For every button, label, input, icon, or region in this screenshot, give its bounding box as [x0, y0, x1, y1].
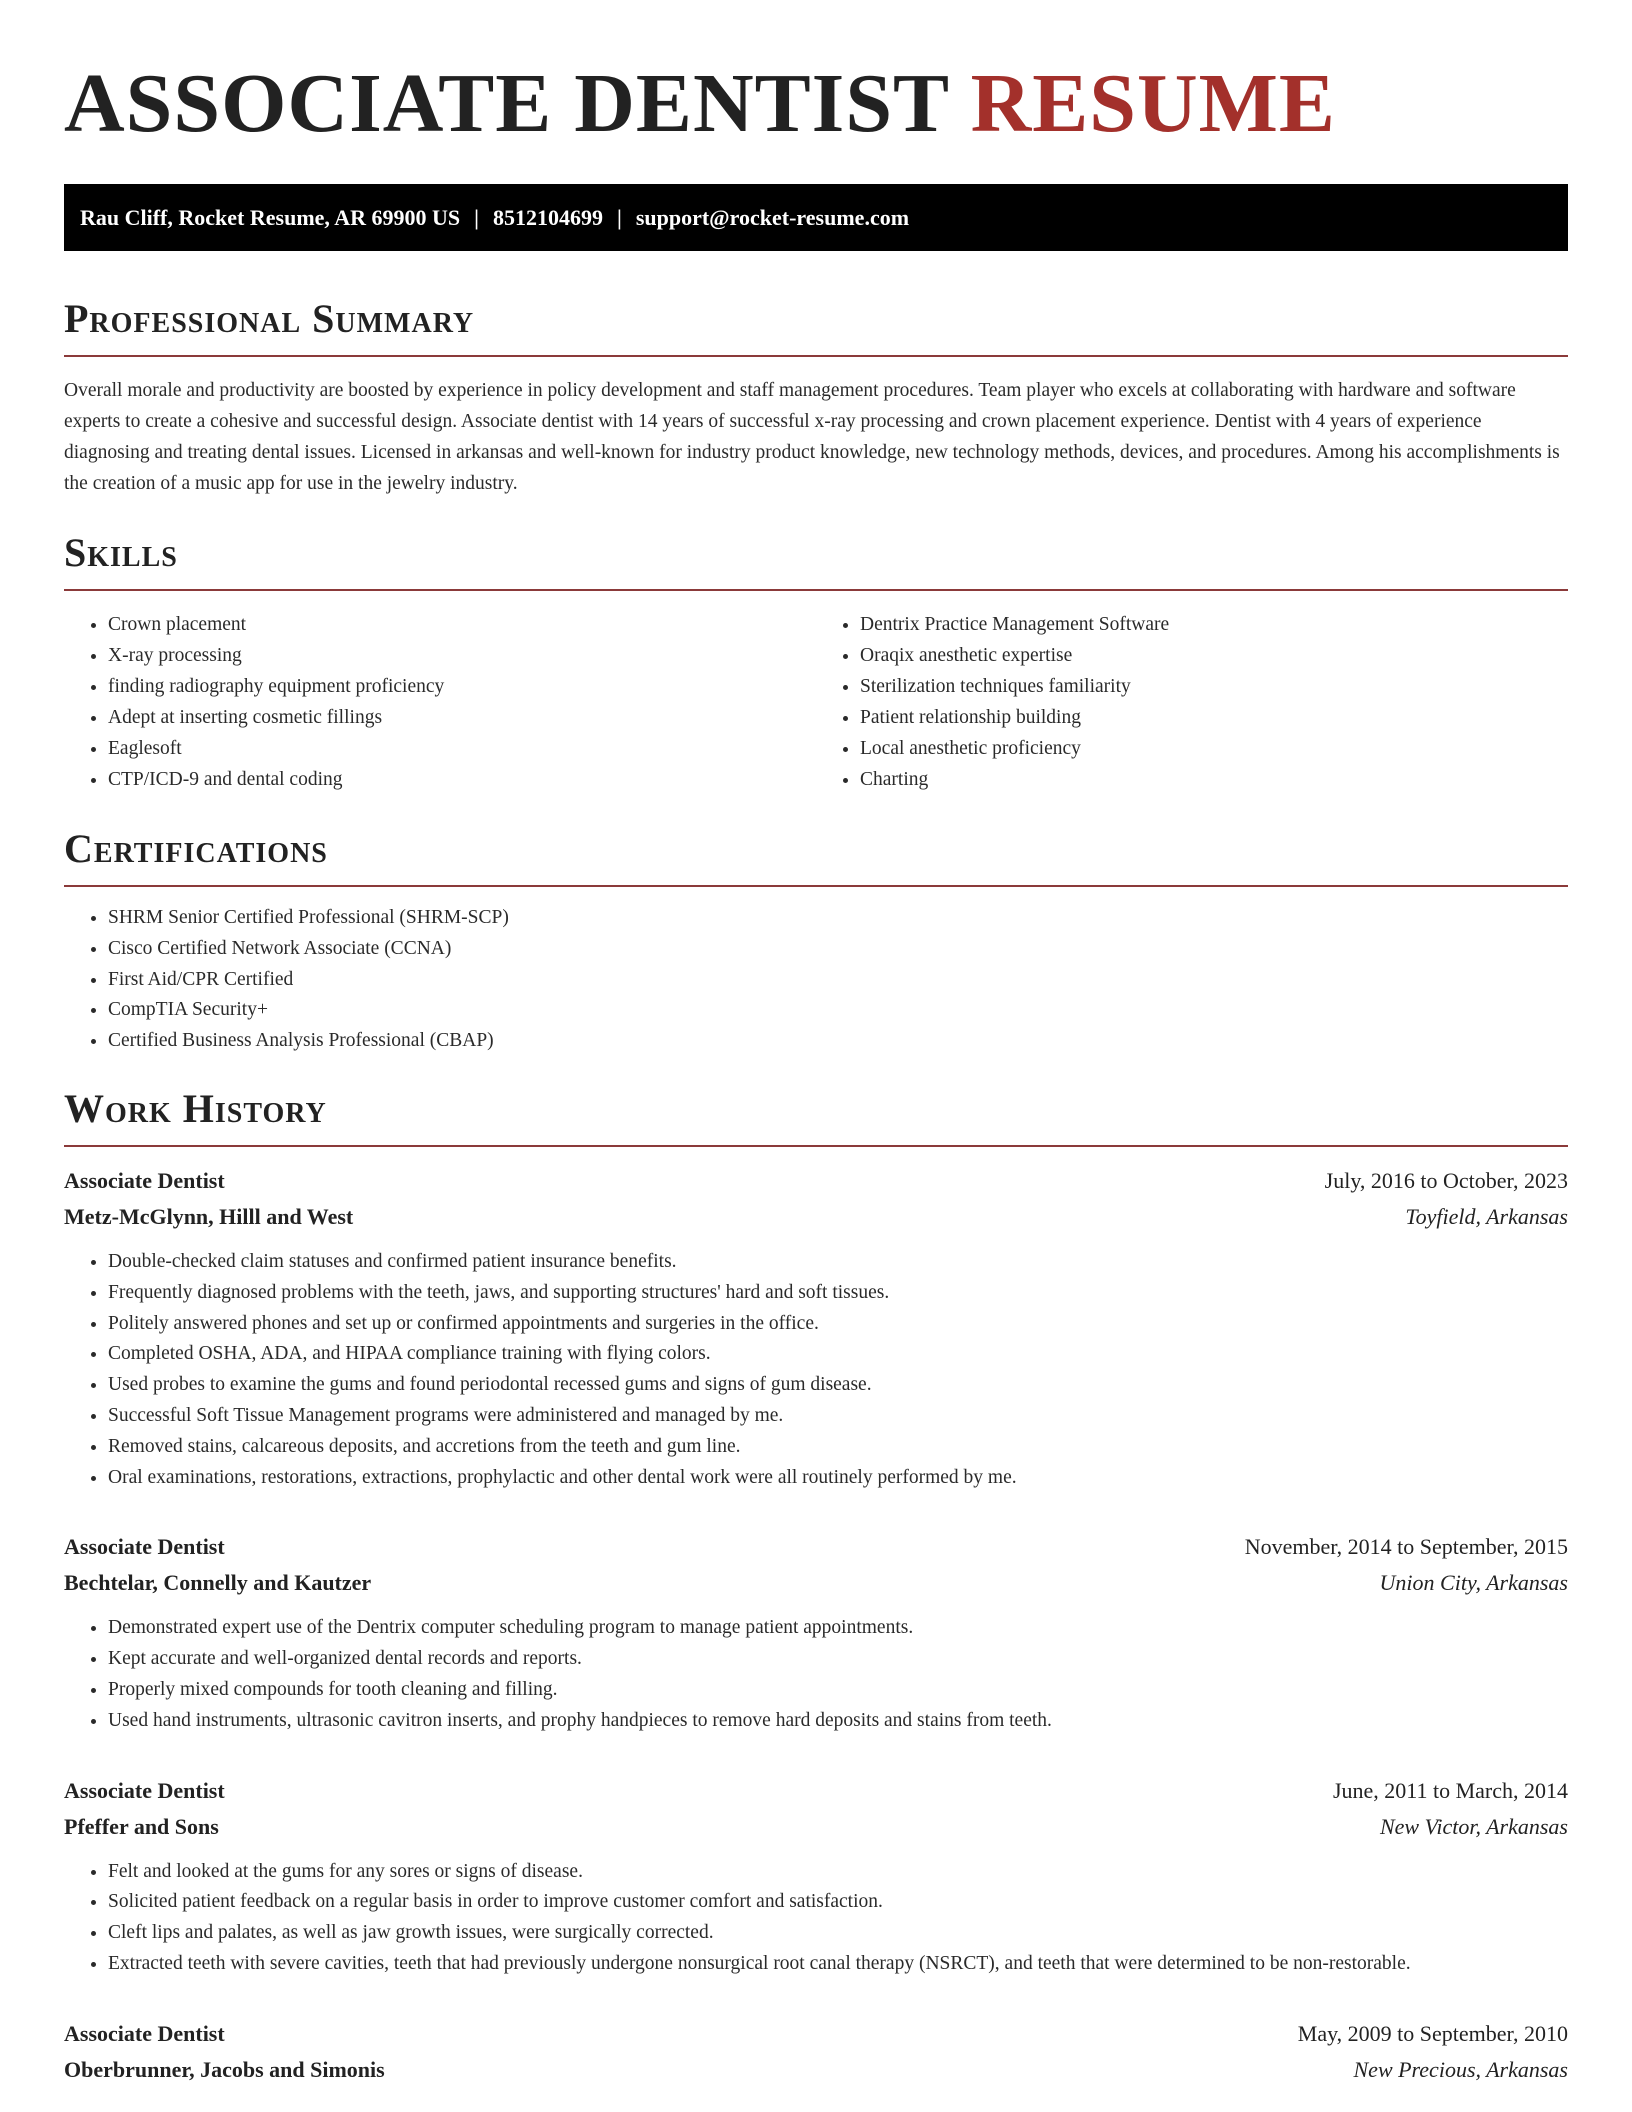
job-duty: • Frequently diagnosed problems with the teeth, jaws, and supporting structures' hard and soft tissues. [108, 1278, 1568, 1309]
job-title: Associate Dentist [64, 1777, 225, 1803]
title-accent: RESUME [970, 57, 1336, 150]
job-duty: • Felt and looked at the gums for any sores or signs of disease. [108, 1857, 1568, 1888]
skill-item: • Charting [860, 764, 1568, 795]
job-dates: July, 2016 to October, 2023 [1324, 1167, 1568, 1193]
certification-item: • First Aid/CPR Certified [108, 965, 1568, 996]
job-duty: • Completed OSHA, ADA, and HIPAA compliance training with flying colors. [108, 1339, 1568, 1370]
job-entry [64, 1773, 1568, 1980]
job-location: Toyfield, Arkansas [1405, 1203, 1568, 1229]
job-company-row [64, 1565, 1568, 1601]
contact-address: Rau Cliff, Rocket Resume, AR 69900 US [80, 205, 461, 230]
job-duty: • Properly mixed compounds for tooth cleaning and filling. [108, 1675, 1568, 1706]
job-duties-list [64, 1247, 1568, 1493]
job-duties-list [64, 1613, 1568, 1736]
contact-bar [64, 184, 1568, 251]
job-entry [64, 1163, 1568, 1493]
work-history-section [64, 1085, 1568, 2088]
summary-section [64, 295, 1568, 499]
job-dates: May, 2009 to September, 2010 [1297, 2020, 1568, 2046]
job-duty: • Kept accurate and well-organized dental records and reports. [108, 1644, 1568, 1675]
job-duty: • Politely answered phones and set up or confirmed appointments and surgeries in the office. [108, 1309, 1568, 1340]
skill-item: • Oraqix anesthetic expertise [860, 640, 1568, 671]
summary-text: Overall morale and productivity are boosted by experience in policy development and staff management procedures. Team player who excels at collaborating with hardware and software experts to create a cohesive and successful design. Associate dentist with 14 years of successful x-ray processing and crown placement experience. Dentist with 4 years of experience diagnosing and treating dental issues. Licensed in arkansas and well-known for industry product knowledge, new technology methods, devices, and procedures. Among his accomplishments is the creation of a music app for use in the jewelry industry. [64, 380, 1560, 494]
job-duty: • Used hand instruments, ultrasonic cavitron inserts, and prophy handpieces to remove hard deposits and stains from teeth. [108, 1706, 1568, 1737]
job-company-row [64, 2052, 1568, 2088]
job-entry [64, 1529, 1568, 1736]
job-duty: • Removed stains, calcareous deposits, and accretions from the teeth and gum line. [108, 1432, 1568, 1463]
job-duty: • Double-checked claim statuses and confirmed patient insurance benefits. [108, 1247, 1568, 1278]
job-company: Pfeffer and Sons [64, 1813, 219, 1839]
contact-separator: | [474, 205, 479, 230]
job-title-row [64, 1529, 1568, 1565]
job-duty: • Oral examinations, restorations, extractions, prophylactic and other dental work were all routinely performed by me. [108, 1463, 1568, 1494]
job-company-row [64, 1199, 1568, 1235]
job-title: Associate Dentist [64, 1534, 225, 1560]
job-location: New Precious, Arkansas [1353, 2056, 1568, 2082]
job-title-row [64, 2016, 1568, 2052]
job-location: Union City, Arkansas [1379, 1570, 1568, 1596]
skill-item: • Eaglesoft [108, 733, 816, 764]
summary-heading: Professional Summary [64, 295, 1568, 357]
job-duty: • Cleft lips and palates, as well as jaw growth issues, were surgically corrected. [108, 1918, 1568, 1949]
job-duty: • Successful Soft Tissue Management programs were administered and managed by me. [108, 1401, 1568, 1432]
skill-item: • finding radiography equipment proficiency [108, 671, 816, 702]
job-dates: June, 2011 to March, 2014 [1332, 1777, 1568, 1803]
job-title-row [64, 1163, 1568, 1199]
job-duty: • Used probes to examine the gums and found periodontal recessed gums and signs of gum disease. [108, 1370, 1568, 1401]
title-main: ASSOCIATE DENTIST [64, 57, 949, 150]
skill-item: • Sterilization techniques familiarity [860, 671, 1568, 702]
job-company: Metz-McGlynn, Hilll and West [64, 1203, 354, 1229]
job-dates: November, 2014 to September, 2015 [1244, 1534, 1568, 1560]
job-company-row [64, 1809, 1568, 1845]
contact-separator: | [616, 205, 622, 230]
certification-item: • CompTIA Security+ [108, 995, 1568, 1026]
job-duties-list [64, 1857, 1568, 1980]
skill-item: • Crown placement [108, 609, 816, 640]
job-title: Associate Dentist [64, 2020, 225, 2046]
job-title: Associate Dentist [64, 1167, 225, 1193]
skill-item: • CTP/ICD-9 and dental coding [108, 764, 816, 795]
skills-list-right [816, 609, 1568, 795]
skill-item: • Dentrix Practice Management Software [860, 609, 1568, 640]
skills-column-right [816, 609, 1568, 795]
certification-item: • Certified Business Analysis Professional (CBAP) [108, 1026, 1568, 1057]
job-duty: • Demonstrated expert use of the Dentrix computer scheduling program to manage patient appointments. [108, 1613, 1568, 1644]
certifications-list [64, 903, 1568, 1057]
job-duty: • Extracted teeth with severe cavities, teeth that had previously undergone nonsurgical root canal therapy (NSRCT), and teeth that were determined to be non-restorable. [108, 1949, 1568, 1980]
job-entry [64, 2016, 1568, 2088]
certifications-heading: Certifications [64, 825, 1568, 887]
certifications-section [64, 825, 1568, 1057]
skill-item: • X-ray processing [108, 640, 816, 671]
skill-item: • Patient relationship building [860, 702, 1568, 733]
skills-column-left [64, 609, 816, 795]
job-company: Bechtelar, Connelly and Kautzer [64, 1570, 372, 1596]
skill-item: • Adept at inserting cosmetic fillings [108, 702, 816, 733]
job-title-row [64, 1773, 1568, 1809]
certification-item: • Cisco Certified Network Associate (CCNA) [108, 934, 1568, 965]
contact-email: support@rocket-resume.com [635, 205, 910, 230]
skills-columns [64, 609, 1568, 795]
job-company: Oberbrunner, Jacobs and Simonis [64, 2056, 385, 2082]
skills-list-left [64, 609, 816, 795]
skills-section [64, 529, 1568, 795]
job-duty: • Solicited patient feedback on a regular basis in order to improve customer comfort and satisfaction. [108, 1887, 1568, 1918]
certification-item: • SHRM Senior Certified Professional (SHRM-SCP) [108, 903, 1568, 934]
work-history-heading: Work History [64, 1085, 1568, 1147]
job-location: New Victor, Arkansas [1379, 1813, 1568, 1839]
contact-phone: 8512104699 [492, 205, 603, 230]
skills-heading: Skills [64, 529, 1568, 591]
skill-item: • Local anesthetic proficiency [860, 733, 1568, 764]
resume-title [64, 0, 1568, 150]
